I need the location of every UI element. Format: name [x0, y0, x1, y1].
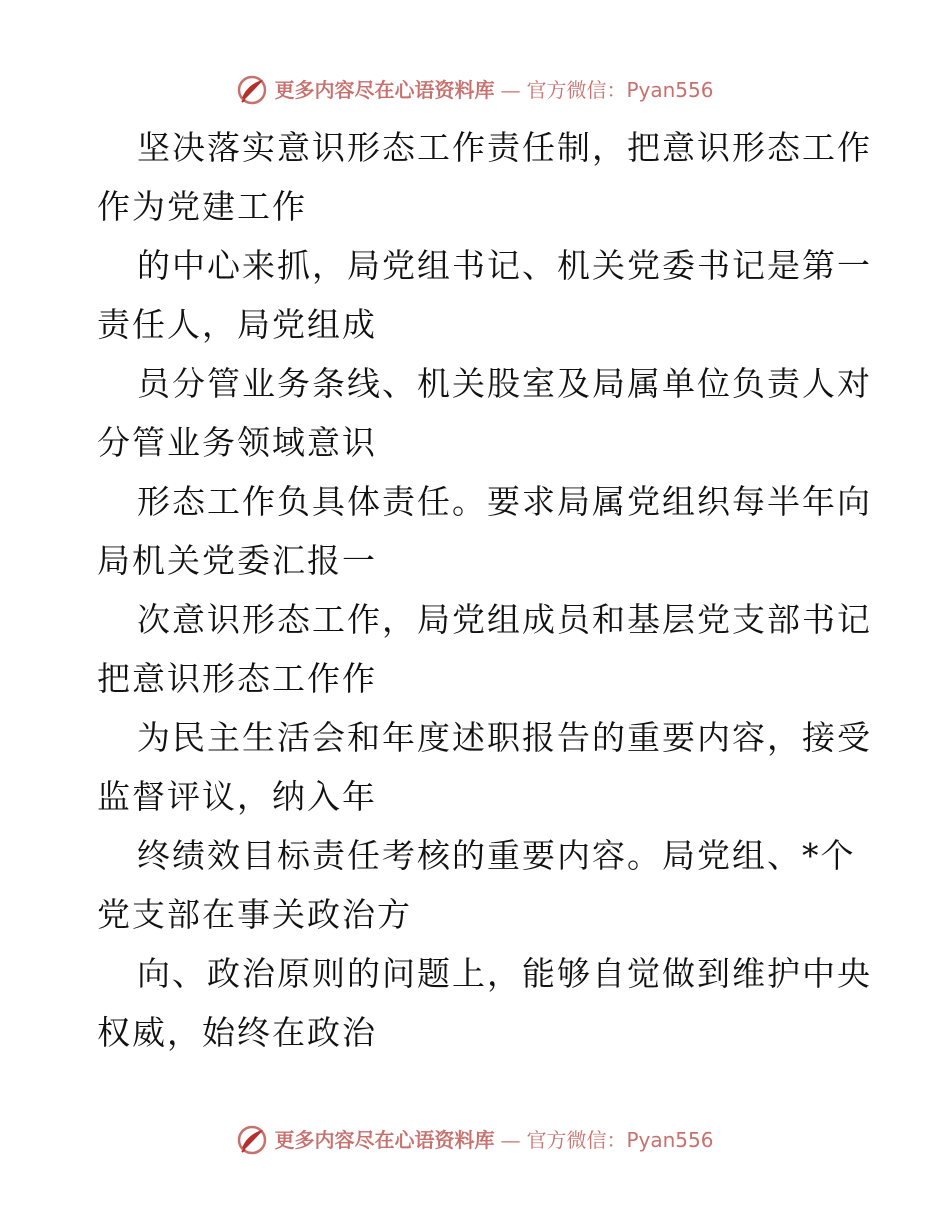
banner-wechat-text: 官方微信：Pyan556 [526, 78, 714, 102]
banner-wechat-text: 官方微信：Pyan556 [526, 1128, 714, 1152]
body-line: 局机关党委汇报一 [97, 541, 377, 580]
pen-circle-logo-icon [236, 1124, 268, 1156]
body-line: 向、政治原则的问题上，能够自觉做到维护中央 [137, 954, 872, 993]
body-line: 监督评议，纳入年 [97, 777, 377, 816]
banner-main-text: 更多内容尽在心语资料库 [274, 78, 495, 102]
body-line: 权威，始终在政治 [97, 1013, 377, 1052]
body-line: 终绩效目标责任考核的重要内容。局党组、*个 [137, 836, 856, 875]
footer-banner [0, 1120, 950, 1160]
body-line: 次意识形态工作，局党组成员和基层党支部书记 [137, 600, 872, 639]
body-line: 坚决落实意识形态工作责任制，把意识形态工作 [137, 128, 872, 167]
body-line: 为民主生活会和年度述职报告的重要内容，接受 [137, 718, 872, 757]
document-body [97, 118, 872, 1062]
body-line: 责任人，局党组成 [97, 305, 377, 344]
body-line: 形态工作负具体责任。要求局属党组织每半年向 [137, 482, 872, 521]
body-line: 作为党建工作 [97, 187, 307, 226]
banner-separator: — [500, 1128, 521, 1152]
body-line: 把意识形态工作作 [97, 659, 377, 698]
body-line: 员分管业务条线、机关股室及局属单位负责人对 [137, 364, 872, 403]
banner-separator: — [500, 78, 521, 102]
pen-circle-logo-icon [236, 74, 268, 106]
banner-main-text: 更多内容尽在心语资料库 [274, 1128, 495, 1152]
header-banner [0, 70, 950, 110]
body-line: 党支部在事关政治方 [97, 895, 412, 934]
body-line: 分管业务领域意识 [97, 423, 377, 462]
body-line: 的中心来抓，局党组书记、机关党委书记是第一 [137, 246, 872, 285]
